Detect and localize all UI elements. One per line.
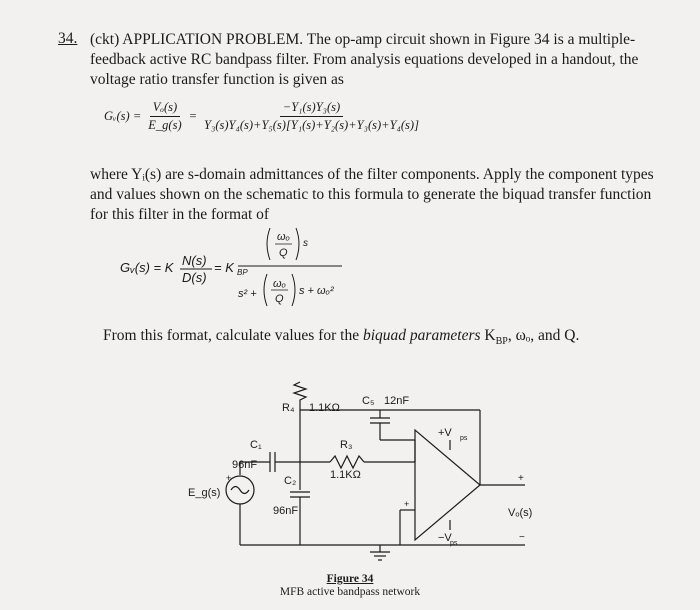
r4-resistor [294,382,306,410]
c2-label: C₂ [284,475,297,487]
from-sub: BP [495,336,508,348]
vps-neg-sub: ps [450,540,458,547]
from-end: , ωₒ, and Q. [507,327,580,344]
r4-label: R₄ [282,402,295,414]
eq2-lhs: Gᵥ(s) = K [120,260,174,275]
c1-label: C₁ [250,439,262,451]
c1-value: 96nF [232,459,258,471]
opamp-noninv-plus: + [404,499,410,509]
r3-label: R₃ [340,439,353,451]
output-minus: − [519,532,525,543]
eq1-ratio-den: E_g(s) [148,118,182,132]
output-plus: + [518,473,524,484]
c5-value: 12nF [384,395,410,407]
source-plus: + [226,473,232,483]
eq2-d: D(s) [182,270,207,285]
eq2-num-s: s [303,238,308,249]
eq2-eq-k: = K [214,260,234,275]
where-paragraph: where Yᵢ(s) are s-domain admittances of the filter components. Apply the component types and values shown on the schematic to this formula to generate the biquad transfer function for this filter in the format of [90,166,654,223]
eq1-equals: = [188,109,198,123]
eq2-num-wo: ωₒ [277,231,290,243]
eq2-s2: s² + [238,288,257,300]
source-wave-icon [231,487,249,494]
figure-caption: MFB active bandpass network [279,586,421,598]
eq2-den-q: Q [275,293,284,305]
figure-title: Figure 34 [326,573,374,585]
from-prefix: From this format, calculate values for the [103,327,363,344]
eq2-kbp-sub: BP [237,268,248,277]
eq2-num-q: Q [279,247,288,259]
output-label: Vₒ(s) [508,507,533,519]
eq1-numerator: −Y₁(s)Y₃(s) [280,100,343,117]
eq2-n: N(s) [182,253,207,268]
from-suffix: K [480,327,496,344]
c5-label: C₅ [362,395,375,407]
op-amp-triangle [415,430,480,540]
eq1-lhs: Gᵥ(s) = [104,109,142,123]
eq2-den-tail: s + ωₒ² [299,285,334,297]
from-emph: biquad parameters [362,327,481,344]
eq2-den-wo: ωₒ [273,278,286,290]
r3-resistor [330,456,364,468]
r3-value: 1.1KΩ [330,469,361,481]
eq1-ratio-num: Vₒ(s) [150,100,180,117]
c2-value: 96nF [273,505,299,517]
problem-intro: (ckt) APPLICATION PROBLEM. The op-amp circuit shown in Figure 34 is a multiple-feedback active RC bandpass filter. From analysis equations developed in a handout, the voltage ratio transfer function is given as [90,31,639,88]
vps-pos-label: +V [438,427,452,439]
source-label: E_g(s) [188,487,221,499]
vps-neg-label: −V [438,532,452,544]
problem-number: 34. [58,30,78,47]
eq1-denominator: Y₃(s)Y₄(s)+Y₅(s)[Y₁(s)+Y₂(s)+Y₃(s)+Y₄(s)] [204,118,419,132]
vps-pos-sub: ps [460,435,468,442]
r4-value: 1.1KΩ [309,402,340,414]
